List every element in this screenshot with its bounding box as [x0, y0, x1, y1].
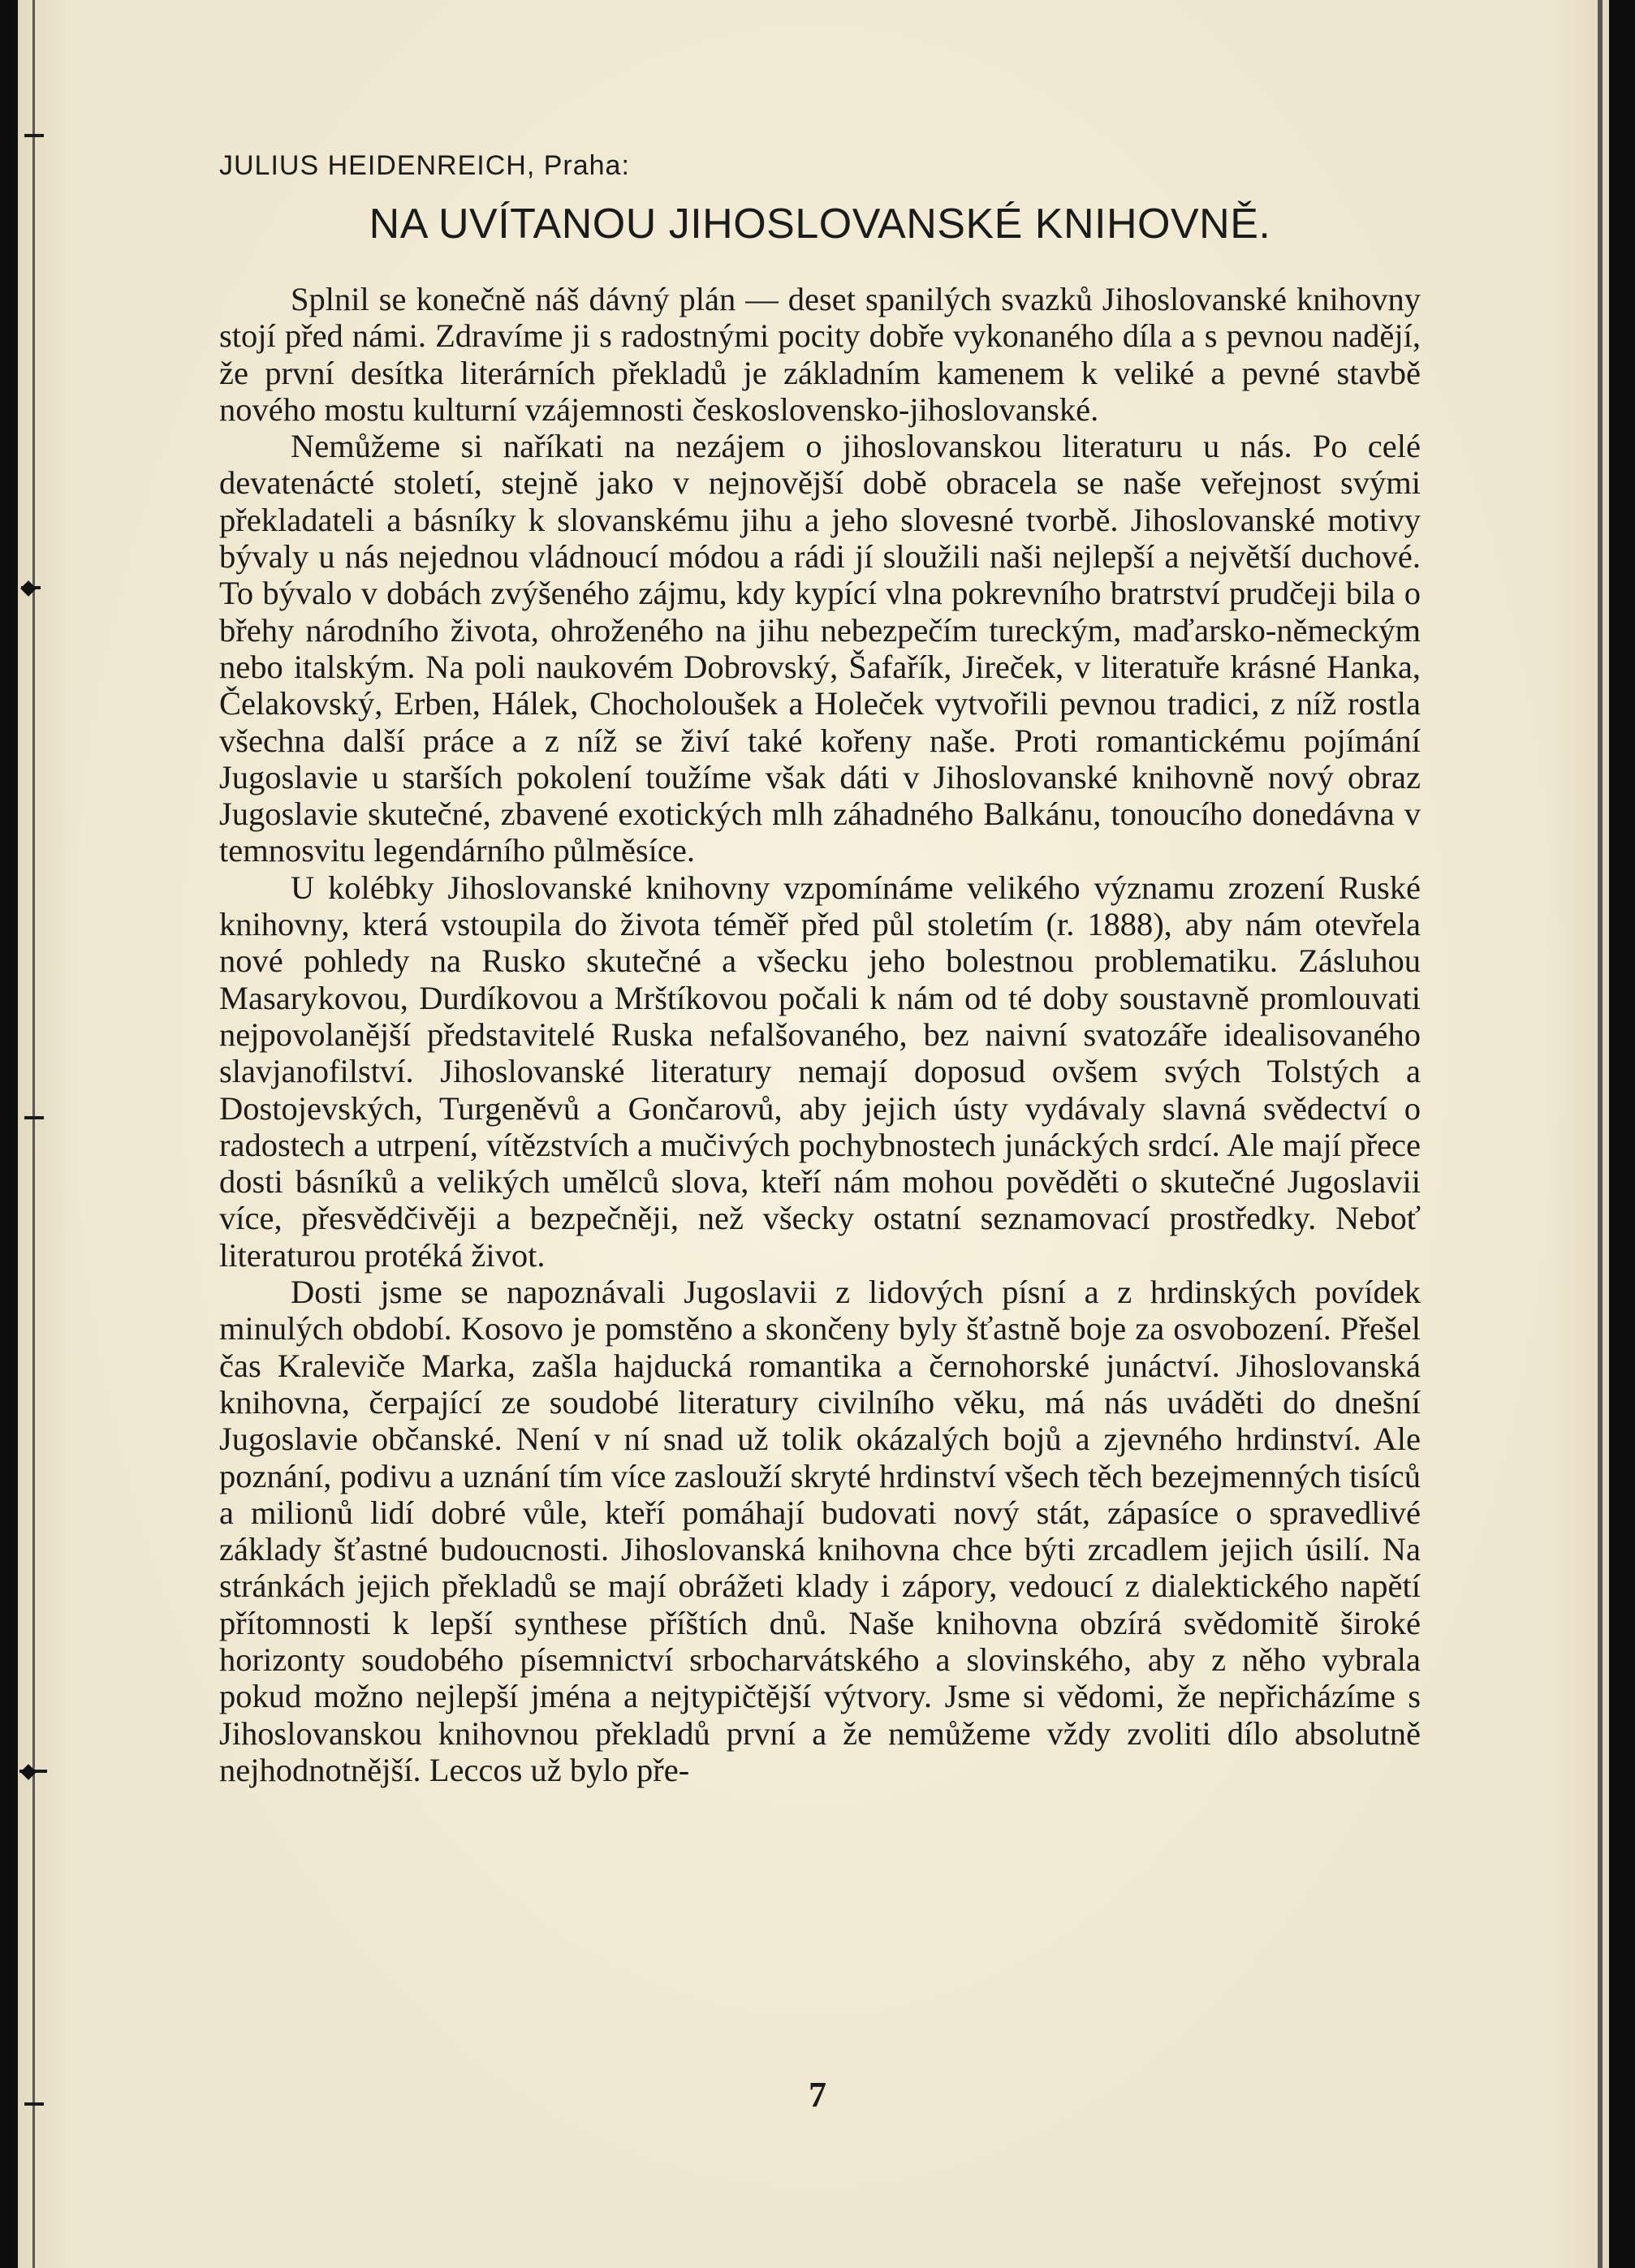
margin-mark	[24, 134, 44, 137]
margin-mark	[24, 1116, 44, 1119]
paragraph: Nemůžeme si naříkati na nezájem o jihoslovanskou literaturu u nás. Po celé devatenácté století, stejně jako v nejnovější době obracela se naše veřejnost svými překladateli a básníky k slovanskému jihu a jeho slovesné tvorbě. Jihoslovanské motivy bývaly u nás nejednou vládnoucí módou a rádi jí sloužili naši nejlepší a největší duchové. To bývalo v dobách zvýšeného zájmu, kdy kypící vlna pokrevního bratrství prudčeji bila o břehy národního života, ohroženého na jihu nebezpečím tureckým, maďarsko-německým nebo italským. Na poli naukovém Dobrovský, Šafařík, Jireček, v literatuře krásné Hanka, Čelakovský, Erben, Hálek, Chocholoušek a Holeček vytvořili pevnou tradici, z níž rostla všechna další práce a z níž se živí také kořeny naše. Proti romantickému pojímání Jugoslavie u starších pokolení toužíme však dáti v Jihoslovanské knihovně nový obraz Jugoslavie skutečné, zbavené exotických mlh záhadného Balkánu, tonoucího donedávna v temnosvitu legendárního půlměsíce.	[219, 428, 1421, 869]
page-edge-rule	[1598, 0, 1603, 2268]
page-number: 7	[809, 2075, 826, 2115]
author-line: JULIUS HEIDENREICH, Praha:	[219, 150, 630, 181]
paragraph: U kolébky Jihoslovanské knihovny vzpomínáme velikého významu zrození Ruské knihovny, která vstoupila do života téměř před půl stoletím (r. 1888), aby nám otevřela nové pohledy na Rusko skutečné a všecku jeho bolestnou problematiku. Zásluhou Masarykovou, Durdíkovou a Mrštíkovou počali k nám od té doby soustavně promlouvati nejpovolanější představitelé Ruska nefalšovaného, bez naivní svatozáře idealisovaného slavjanofilství. Jihoslovanské literatury nemají doposud ovšem svých Tolstých a Dostojevských, Turgeněvů a Gončarovů, aby jejich ústy vydávaly slavná svědectví o radostech a utrpení, vítězstvích a mučivých pochybnostech junáckých srdcí. Ale mají přece dosti básníků a velikých umělců slova, kteří nám mohou pověděti o skutečné Jugoslavii více, přesvědčivěji a bezpečněji, než všecky ostatní seznamovací prostředky. Neboť literaturou protéká život.	[219, 869, 1421, 1274]
paragraph: Splnil se konečně náš dávný plán — deset spanilých svazků Jihoslovanské knihovny stojí před námi. Zdravíme ji s radostnými pocity dobře vykonaného díla a s pevnou nadějí, že první desítka literárních překladů je základním kamenem k veliké a pevné stavbě nového mostu kulturní vzájemnosti československo-jihoslovanské.	[219, 281, 1421, 428]
paragraph: Dosti jsme se napoznávali Jugoslavii z lidových písní a z hrdinských povídek minulých období. Kosovo je pomstěno a skončeny byly šťastně boje za osvobození. Přešel čas Kraleviče Marka, zašla hajducká romantika a černohorské junáctví. Jihoslovanská knihovna, čerpající ze soudobé literatury civilního věku, má nás uváděti do dnešní Jugoslavie občanské. Není v ní snad už tolik okázalých bojů a zjevného hrdinství. Ale poznání, podivu a uznání tím více zaslouží skryté hrdinství všech těch bezejmenných tisíců a milionů lidí dobré vůle, kteří pomáhají budovati nový stát, zápasíce o spravedlivé základy šťastné budoucnosti. Jihoslovanská knihovna chce býti zrcadlem jejich úsilí. Na stránkách jejich překladů se mají obrážeti klady i zápory, vedoucí z dialektického napětí přítomnosti k lepší synthese příštích dnů. Naše knihovna obzírá svědomitě široké horizonty soudobého písemnictví srbocharvátského a slovinského, aby z něho vybrala pokud možno nejlepší jména a nejtypičtější výtvory. Jsme si vědomi, že nepřicházíme s Jihoslovanskou knihovnou překladů první a že nemůžeme vždy zvoliti dílo absolutně nejhodnotnější. Leccos už bylo pře-	[219, 1274, 1421, 1788]
article	[219, 148, 1421, 1788]
article-title: NA UVÍTANOU JIHOSLOVANSKÉ KNIHOVNĚ.	[369, 200, 1271, 248]
binding-edge	[32, 0, 35, 2268]
